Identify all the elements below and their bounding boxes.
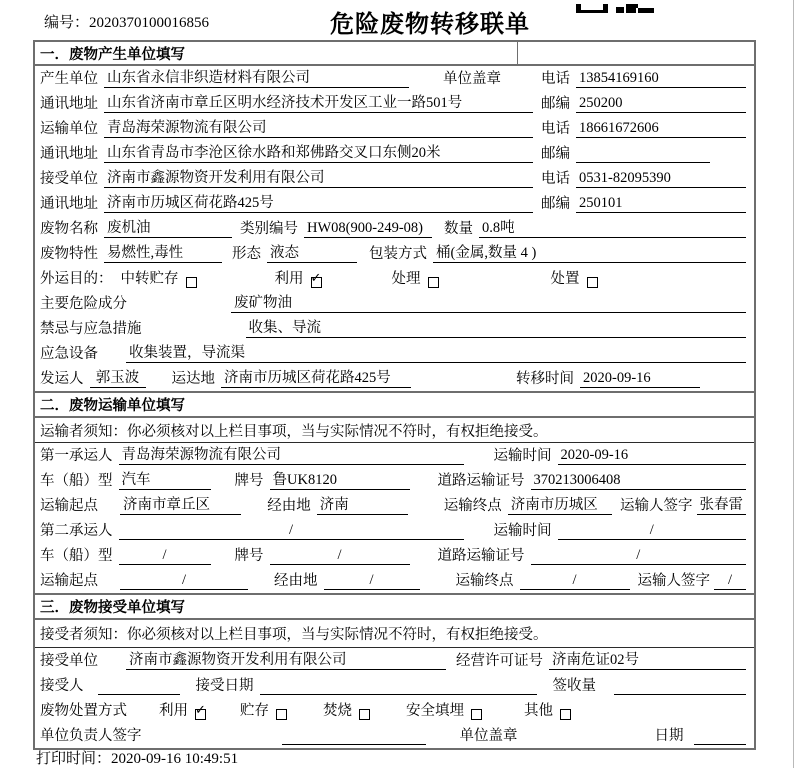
plate-value: 鲁UK8120 xyxy=(270,468,410,490)
via-value: 济南 xyxy=(317,493,408,515)
receiving-unit-row xyxy=(35,648,754,673)
print-time-value: 2020-09-16 10:49:51 xyxy=(111,751,239,767)
page-edge-line xyxy=(793,0,794,768)
phone-label: 电话 xyxy=(541,71,570,87)
receiver-value: 济南市鑫源物资开发利用有限公司 xyxy=(104,166,533,188)
transporter-address-row xyxy=(35,141,754,166)
unit-seal-label: 单位盖章 xyxy=(459,728,518,744)
carrier-sign-label: 运输人签字 xyxy=(620,498,693,514)
phone-label: 电话 xyxy=(541,171,570,187)
vehicle-type-value: 汽车 xyxy=(119,468,211,490)
road-license-value: / xyxy=(531,547,747,565)
route-end-value: 济南市历城区 xyxy=(508,493,612,515)
transport-time-value: / xyxy=(558,522,747,540)
receiver-zip-value: 250101 xyxy=(576,195,746,213)
transfer-time-label: 转移时间 xyxy=(516,371,574,387)
carrier1-row xyxy=(35,443,754,468)
receiving-unit-label: 接受单位 xyxy=(40,653,98,669)
checkbox-other xyxy=(560,709,571,720)
acceptor-label: 接受人 xyxy=(40,678,84,694)
destination-value: 济南市历城区荷花路425号 xyxy=(221,366,411,388)
transporter-phone-value: 18661672606 xyxy=(576,120,746,138)
main-components-row xyxy=(35,291,754,316)
form-state-label: 形态 xyxy=(232,246,261,262)
vehicle-type-label: 车（船）型 xyxy=(40,548,113,564)
producer-zip-value: 250200 xyxy=(576,95,746,113)
form-state-value: 液态 xyxy=(267,241,357,263)
category-code-value: HW08(900-249-08) xyxy=(304,220,432,238)
serial-number-line xyxy=(44,11,209,32)
precautions-value: 收集、导流 xyxy=(246,316,747,338)
emergency-equipment-value: 收集装置，导流渠 xyxy=(126,341,746,363)
precautions-label: 禁忌与应急措施 xyxy=(40,321,142,337)
section1-header xyxy=(35,42,754,66)
option-utilize: 利用 ✓ xyxy=(159,703,206,719)
zip-label: 邮编 xyxy=(541,96,570,112)
transporter-label: 运输单位 xyxy=(40,121,98,137)
precautions-row xyxy=(35,316,754,341)
business-license-label: 经营许可证号 xyxy=(456,653,543,669)
route-end-label: 运输终点 xyxy=(455,573,514,589)
serial-value: 2020370100016856 xyxy=(89,15,210,31)
received-qty-label: 签收量 xyxy=(552,678,596,694)
plate-label: 牌号 xyxy=(234,548,264,564)
unit-seal-label: 单位盖章 xyxy=(443,71,501,87)
dispatcher-label: 发运人 xyxy=(40,371,84,387)
vehicle1-row xyxy=(35,468,754,493)
section2-header xyxy=(35,391,754,418)
address-label: 通讯地址 xyxy=(40,96,98,112)
waste-name-label: 废物名称 xyxy=(40,221,98,237)
dispatch-row xyxy=(35,366,754,391)
second-carrier-label: 第二承运人 xyxy=(40,523,113,539)
checkbox-landfill xyxy=(471,709,482,720)
packaging-value: 桶(金属,数量 4 ) xyxy=(433,241,746,263)
vehicle-type-label: 车（船）型 xyxy=(40,473,113,489)
responsible-sign-row xyxy=(35,723,754,748)
checkbox-transfer-storage xyxy=(186,277,197,288)
waste-name-value: 废机油 xyxy=(104,216,232,238)
destination-label: 运达地 xyxy=(171,371,215,387)
checkbox-treat xyxy=(428,277,439,288)
first-carrier-label: 第一承运人 xyxy=(40,448,113,464)
transfer-form-table xyxy=(33,40,756,750)
receiver-address-row xyxy=(35,191,754,216)
phone-label: 电话 xyxy=(541,121,570,137)
producer-phone-value: 13854169160 xyxy=(576,70,746,88)
waste-traits-label: 废物特性 xyxy=(40,246,98,262)
carrier2-row xyxy=(35,518,754,543)
carrier-sign-label: 运输人签字 xyxy=(637,573,710,589)
receiver-row xyxy=(35,166,754,191)
receiver-label: 接受单位 xyxy=(40,171,98,187)
checkbox-store xyxy=(276,709,287,720)
acceptor-row xyxy=(35,673,754,698)
first-carrier-value: 青岛海荣源物流有限公司 xyxy=(119,443,464,465)
route-start-label: 运输起点 xyxy=(40,573,98,589)
via-label: 经由地 xyxy=(274,573,318,589)
dispatcher-value: 郭玉波 xyxy=(90,366,146,388)
option-other: 其他 xyxy=(524,699,571,720)
check-mark: ✓ xyxy=(195,703,206,718)
route-start-label: 运输起点 xyxy=(40,498,98,514)
plate-label: 牌号 xyxy=(234,473,264,489)
date-label: 日期 xyxy=(654,728,684,744)
producer-row xyxy=(35,66,754,91)
via-label: 经由地 xyxy=(267,498,311,514)
category-code-label: 类别编号 xyxy=(240,221,298,237)
emergency-equipment-label: 应急设备 xyxy=(40,346,98,362)
option-incinerate: 焚烧 xyxy=(323,699,370,720)
via-value: / xyxy=(324,572,420,590)
quantity-value: 0.8吨 xyxy=(479,216,746,238)
plate-value: / xyxy=(270,547,410,565)
carrier-sign-value: 张春雷 xyxy=(697,493,747,515)
route-start-value: 济南市章丘区 xyxy=(120,493,241,515)
header-divider-line xyxy=(517,42,518,64)
producer-value: 山东省永信非织造材料有限公司 xyxy=(104,66,409,88)
option-transfer-storage: 中转贮存 xyxy=(121,267,197,288)
option-store: 贮存 xyxy=(240,699,287,720)
date-value xyxy=(694,744,747,745)
receiver-address-value: 济南市历城区荷花路425号 xyxy=(104,191,533,213)
transporter-value: 青岛海荣源物流有限公司 xyxy=(104,116,533,138)
carrier-sign-value: / xyxy=(714,572,746,590)
vehicle2-row xyxy=(35,543,754,568)
acceptor-value xyxy=(98,694,180,695)
route-end-value: / xyxy=(520,572,630,590)
option-dispose: 处置 xyxy=(551,267,598,288)
check-mark: ✓ xyxy=(310,271,322,286)
print-time-line xyxy=(36,747,238,768)
waste-traits-value: 易燃性,毒性 xyxy=(104,241,222,263)
address-label: 通讯地址 xyxy=(40,196,98,212)
accept-date-label: 接受日期 xyxy=(195,678,254,694)
responsible-sign-label: 单位负责人签字 xyxy=(40,728,142,744)
address-label: 通讯地址 xyxy=(40,146,98,162)
producer-label: 产生单位 xyxy=(40,71,98,87)
section2-header-label: 二．废物运输单位填写 xyxy=(40,398,185,414)
serial-label: 编号： xyxy=(44,15,90,31)
zip-label: 邮编 xyxy=(541,146,570,162)
vehicle-type-value: / xyxy=(119,547,211,565)
main-components-value: 废矿物油 xyxy=(231,291,746,313)
section3-header-label: 三．废物接受单位填写 xyxy=(40,600,185,616)
checkbox-utilize xyxy=(310,271,322,288)
purpose-label: 外运目的： xyxy=(40,271,113,287)
packaging-label: 包装方式 xyxy=(369,246,427,262)
transporter-notice: 运输者须知：你必须核对以上栏目事项，当与实际情况不符时，有权拒绝接受。 xyxy=(35,418,754,443)
producer-address-value: 山东省济南市章丘区明水经济技术开发区工业一路501号 xyxy=(104,91,533,113)
option-treat: 处理 xyxy=(392,267,439,288)
page-title: 危险废物转移联单 xyxy=(330,11,530,38)
qr-code-fragment xyxy=(576,0,654,18)
zip-label: 邮编 xyxy=(541,196,570,212)
option-landfill: 安全填埋 xyxy=(406,699,482,720)
road-license-label: 道路运输证号 xyxy=(437,473,525,489)
option-utilize: 利用 ✓ xyxy=(274,271,322,287)
transport-time-label: 运输时间 xyxy=(493,448,552,464)
transporter-zip-value xyxy=(576,162,710,163)
transporter-address-value: 山东省青岛市李沧区徐水路和郑佛路交叉口东侧20米 xyxy=(104,141,533,163)
waste-name-row xyxy=(35,216,754,241)
transfer-time-value: 2020-09-16 xyxy=(580,370,700,388)
section1-header-label: 一．废物产生单位填写 xyxy=(40,46,185,63)
main-components-label: 主要危险成分 xyxy=(40,296,127,312)
checkbox-utilize xyxy=(195,703,206,720)
disposal-method-label: 废物处置方式 xyxy=(40,703,127,719)
second-carrier-value: / xyxy=(119,522,464,540)
disposal-method-row xyxy=(35,698,754,723)
responsible-sign-value xyxy=(282,744,426,745)
section3-header xyxy=(35,593,754,620)
checkbox-dispose xyxy=(587,277,598,288)
print-time-label: 打印时间： xyxy=(36,751,112,767)
checkbox-incinerate xyxy=(359,709,370,720)
route-start-value: / xyxy=(120,572,248,590)
transfer-purpose-row xyxy=(35,266,754,291)
receiver-phone-value: 0531-82095390 xyxy=(576,170,746,188)
route-end-label: 运输终点 xyxy=(443,498,502,514)
route2-row xyxy=(35,568,754,593)
transport-time-label: 运输时间 xyxy=(493,523,552,539)
accept-date-value xyxy=(260,694,537,695)
road-license-value: 370213006408 xyxy=(531,472,747,490)
receiving-unit-value: 济南市鑫源物资开发利用有限公司 xyxy=(126,648,446,670)
waste-traits-row xyxy=(35,241,754,266)
received-qty-value xyxy=(614,694,746,695)
route1-row xyxy=(35,493,754,518)
road-license-label: 道路运输证号 xyxy=(437,548,525,564)
producer-address-row xyxy=(35,91,754,116)
receiver-notice: 接受者须知：你必须核对以上栏目事项，当与实际情况不符时，有权拒绝接受。 xyxy=(35,620,754,648)
quantity-label: 数量 xyxy=(444,221,473,237)
transport-time-value: 2020-09-16 xyxy=(558,447,747,465)
emergency-equipment-row xyxy=(35,341,754,366)
business-license-value: 济南危证02号 xyxy=(549,648,746,670)
transporter-row xyxy=(35,116,754,141)
